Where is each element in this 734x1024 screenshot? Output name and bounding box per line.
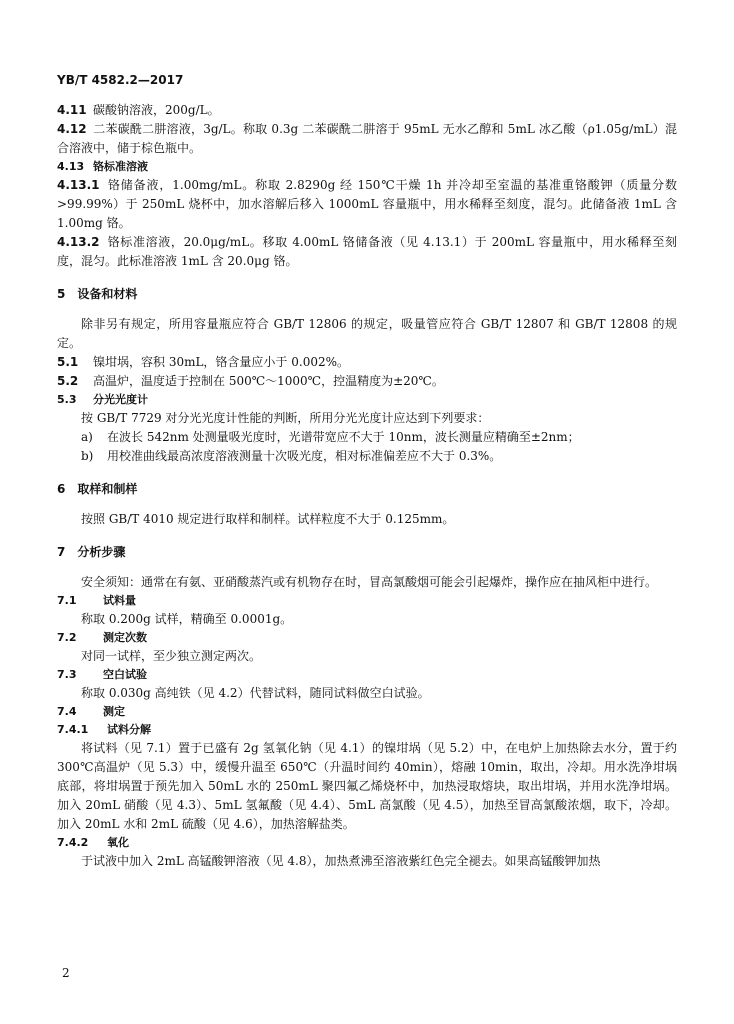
clause-number: 5.1 (57, 355, 79, 369)
clause-5-3-text: 按 GB/T 7729 对分光光度计性能的判断，所用分光光度计应达到下列要求： (81, 411, 490, 425)
clause-text: 碳酸钠溶液，200g/L。 (93, 103, 220, 117)
clause-text: 二苯碳酰二肼溶液，3g/L。称取 0.3g 二苯碳酰二肼溶于 95mL 无水乙醇和 5mL 冰乙酸（ρ1.05g/mL）混合溶液中，储于棕色瓶中。 (57, 122, 677, 155)
clause-text: 镍坩埚，容积 30mL，铬含量应小于 0.002%。 (93, 355, 350, 369)
clause-number: 7.1 (57, 594, 77, 607)
clause-7-4-2 (57, 834, 677, 852)
clause-7-4-2-text: 于试液中加入 2mL 高锰酸钾溶液（见 4.8），加热煮沸至溶液紫红色完全褪去。如果高锰酸钾加热 (81, 854, 601, 868)
clause-text: 铬储备液，1.00mg/mL。称取 2.8290g 经 150℃干燥 1h 并冷却至室温的基准重铬酸钾（质量分数>99.99%）于 250mL 烧杯中，加水溶解后移入 1000mL 容量瓶中，用水稀释至刻度，混匀。此储备液 1mL 含 1.00mg 铬。 (57, 178, 677, 230)
clause-title: 测定次数 (103, 631, 147, 644)
clause-title: 测定 (103, 705, 125, 718)
section-7-heading: 7 分析步骤 (57, 545, 126, 559)
clause-4-13-1 (57, 176, 677, 233)
clause-number: 4.13 (57, 160, 85, 173)
clause-title: 试料量 (103, 594, 136, 607)
clause-7-3-text: 称取 0.030g 高纯铁（见 4.2）代替试料，随同试料做空白试验。 (81, 686, 430, 700)
list-marker: b) (81, 449, 94, 463)
safety-notice: 安全须知：通常在有氨、亚硝酸蒸汽或有机物存在时，冒高氯酸烟可能会引起爆炸，操作应在抽风柜中进行。 (81, 575, 658, 589)
clause-title: 空白试验 (103, 668, 147, 681)
section-5-heading: 5 设备和材料 (57, 287, 138, 301)
clause-7-4 (57, 703, 677, 721)
list-item (57, 447, 677, 466)
clause-4-11 (57, 101, 677, 120)
clause-title: 试料分解 (107, 723, 151, 736)
clause-number: 4.12 (57, 122, 87, 136)
list-item (57, 428, 677, 447)
clause-number: 7.4.1 (57, 723, 89, 736)
standard-code-header: YB/T 4582.2—2017 (57, 73, 184, 87)
clause-number: 7.4.2 (57, 836, 89, 849)
clause-number: 7.3 (57, 668, 77, 681)
list-text: 用校准曲线最高浓度溶液测量十次吸光度，相对标准偏差应不大于 0.3%。 (107, 449, 502, 463)
list-text: 在波长 542nm 处测量吸光度时，光谱带宽应不大于 10nm，波长测量应精确至±2nm； (107, 430, 580, 444)
clause-number: 4.13.1 (57, 178, 100, 192)
clause-number: 4.13.2 (57, 235, 100, 249)
clause-7-1-text: 称取 0.200g 试样，精确至 0.0001g。 (81, 612, 293, 626)
clause-7-2-text: 对同一试样，至少独立测定两次。 (81, 649, 262, 663)
clause-4-13-2 (57, 233, 677, 271)
clause-number: 7.2 (57, 631, 77, 644)
clause-number: 4.11 (57, 103, 87, 117)
clause-number: 7.4 (57, 705, 77, 718)
clause-4-12 (57, 120, 677, 158)
clause-5-2 (57, 372, 677, 391)
page-number: 2 (62, 966, 70, 980)
clause-7-4-1 (57, 721, 677, 739)
clause-7-2 (57, 629, 677, 647)
page-content (57, 101, 677, 871)
clause-title: 氧化 (107, 836, 129, 849)
clause-5-1 (57, 353, 677, 372)
list-marker: a) (81, 430, 93, 444)
section-6-heading: 6 取样和制样 (57, 482, 138, 496)
clause-title: 铬标准溶液 (93, 160, 148, 173)
clause-7-1 (57, 592, 677, 610)
clause-title: 分光光度计 (93, 393, 148, 406)
clause-7-4-1-text: 将试料（见 7.1）置于已盛有 2g 氢氧化钠（见 4.1）的镍坩埚（见 5.2）中，在电炉上加热除去水分，置于约 300℃高温炉（见 5.3）中，缓慢升温至 650℃（升温时间约 40min），熔融 10min，取出，冷却。用水洗净坩埚底部，将坩埚置于预先加入 50mL 水的 250mL 聚四氟乙烯烧杯中，加热浸取熔块，取出坩埚，并用水洗净坩埚。加入 20mL 硝酸（见 4.3）、5mL 氢氟酸（见 4.4）、5mL 高氯酸（见 4.5），加热至冒高氯酸浓烟，取下，冷却。加入 20mL 水和 2mL 硫酸（见 4.6），加热溶解盐类。 (57, 741, 677, 831)
clause-4-13 (57, 158, 677, 176)
clause-5-3 (57, 391, 677, 409)
clause-text: 高温炉，温度适于控制在 500℃～1000℃，控温精度为±20℃。 (93, 374, 444, 388)
clause-number: 5.3 (57, 393, 77, 406)
section-5-intro: 除非另有规定，所用容量瓶应符合 GB/T 12806 的规定，吸量管应符合 GB/T 12807 和 GB/T 12808 的规定。 (57, 317, 677, 350)
clause-7-3 (57, 666, 677, 684)
clause-number: 5.2 (57, 374, 79, 388)
clause-text: 铬标准溶液，20.0μg/mL。移取 4.00mL 铬储备液（见 4.13.1）于 200mL 容量瓶中，用水稀释至刻度，混匀。此标准溶液 1mL 含 20.0μg 铬。 (57, 235, 677, 268)
section-6-text: 按照 GB/T 4010 规定进行取样和制样。试样粒度不大于 0.125mm。 (81, 512, 455, 526)
